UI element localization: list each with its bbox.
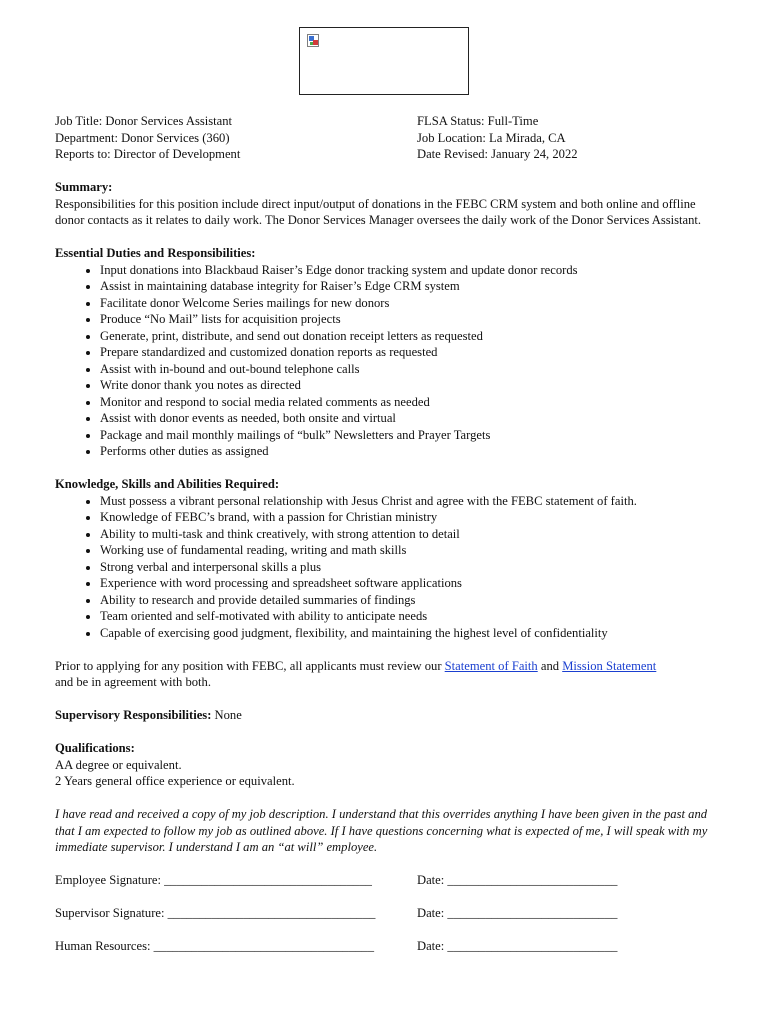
hr-signature-row: [55, 938, 725, 955]
supervisory-responsibilities: [55, 707, 725, 724]
employee-signature-field[interactable]: Employee Signature: _________________________________: [55, 873, 372, 887]
broken-image-icon: [307, 34, 319, 47]
employee-date-field[interactable]: Date: ___________________________: [417, 873, 618, 887]
flsa-status: FLSA Status: Full-Time: [417, 114, 539, 128]
job-header: [55, 113, 725, 163]
supervisory-value: None: [211, 708, 242, 722]
employee-signature-row: [55, 872, 725, 889]
list-item: • Knowledge of FEBC’s brand, with a passion for Christian ministry: [100, 509, 725, 526]
list-item: • Assist with donor events as needed, both onsite and virtual: [100, 410, 725, 427]
list-item: • Working use of fundamental reading, writing and math skills: [100, 542, 725, 559]
qualification-2: 2 Years general office experience or equivalent.: [55, 774, 295, 788]
summary-heading: Summary:: [55, 180, 113, 194]
list-item: • Prepare standardized and customized donation reports as requested: [100, 344, 725, 361]
acknowledgement-text: I have read and received a copy of my job description. I understand that this overrides anything I have been given in the past and that I am expected to follow my job as outlined above. If I have questions concerning what is expected of me, I will speak with my immediate supervisor. I understand I am an “at will” employee.: [55, 807, 708, 854]
list-item: • Performs other duties as assigned: [100, 443, 725, 460]
list-item: • Must possess a vibrant personal relationship with Jesus Christ and agree with the FEBC statement of faith.: [100, 493, 725, 510]
list-item: • Generate, print, distribute, and send out donation receipt letters as requested: [100, 328, 725, 345]
job-header-left: [55, 113, 417, 163]
mission-statement-link[interactable]: Mission Statement: [562, 658, 657, 673]
ksa-list: [55, 493, 725, 642]
qualification-1: AA degree or equivalent.: [55, 757, 182, 772]
logo-frame: [299, 27, 469, 95]
list-item: • Monitor and respond to social media related comments as needed: [100, 394, 725, 411]
prior-text-2: and: [537, 658, 563, 673]
list-item: • Assist in maintaining database integrity for Raiser’s Edge CRM system: [100, 278, 725, 295]
list-item: • Team oriented and self-motivated with ability to anticipate needs: [100, 608, 725, 625]
summary-text: Responsibilities for this position include direct input/output of donations in the FEBC CRM system and both online and offline donor contacts as it relates to daily work. The Donor Services Manager oversees the daily work of the Donor Services Assistant.: [55, 196, 702, 227]
department: Department: Donor Services (360): [55, 130, 230, 145]
supervisory-label: Supervisory Responsibilities:: [55, 708, 212, 722]
list-item: • Write donor thank you notes as directed: [100, 377, 725, 394]
list-item: • Ability to multi-task and think creatively, with strong attention to detail: [100, 526, 725, 543]
list-item: • Strong verbal and interpersonal skills a plus: [100, 559, 725, 576]
prior-line-1: [55, 658, 725, 675]
ksa-heading: Knowledge, Skills and Abilities Required:: [55, 477, 280, 491]
list-item: • Ability to research and provide detailed summaries of findings: [100, 592, 725, 609]
job-title: Job Title: Donor Services Assistant: [55, 114, 233, 128]
supervisor-signature-field[interactable]: Supervisor Signature: _________________________________: [55, 906, 376, 920]
reports-to: Reports to: Director of Development: [55, 147, 241, 161]
prior-line-2: and be in agreement with both.: [55, 675, 211, 689]
duties-heading: Essential Duties and Responsibilities:: [55, 246, 256, 260]
duties-list: [55, 262, 725, 460]
supervisor-date-field[interactable]: Date: ___________________________: [417, 906, 618, 920]
list-item: • Input donations into Blackbaud Raiser’s Edge donor tracking system and update donor records: [100, 262, 725, 279]
supervisor-signature-row: [55, 905, 725, 922]
qualifications-heading: Qualifications:: [55, 741, 135, 755]
hr-signature-field[interactable]: Human Resources: ___________________________________: [55, 939, 375, 953]
list-item: • Experience with word processing and spreadsheet software applications: [100, 575, 725, 592]
list-item: • Produce “No Mail” lists for acquisition projects: [100, 311, 725, 328]
job-location: Job Location: La Mirada, CA: [417, 130, 566, 145]
date-revised: Date Revised: January 24, 2022: [417, 147, 578, 161]
list-item: • Assist with in-bound and out-bound telephone calls: [100, 361, 725, 378]
list-item: • Package and mail monthly mailings of “bulk” Newsletters and Prayer Targets: [100, 427, 725, 444]
statement-of-faith-link[interactable]: Statement of Faith: [444, 658, 538, 673]
job-header-right: [417, 113, 717, 163]
list-item: • Facilitate donor Welcome Series mailings for new donors: [100, 295, 725, 312]
prior-text-1: Prior to applying for any position with FEBC, all applicants must review our: [55, 658, 445, 673]
list-item: • Capable of exercising good judgment, flexibility, and maintaining the highest level of confidentiality: [100, 625, 725, 642]
document-body: [55, 113, 725, 955]
hr-date-field[interactable]: Date: ___________________________: [417, 939, 618, 953]
